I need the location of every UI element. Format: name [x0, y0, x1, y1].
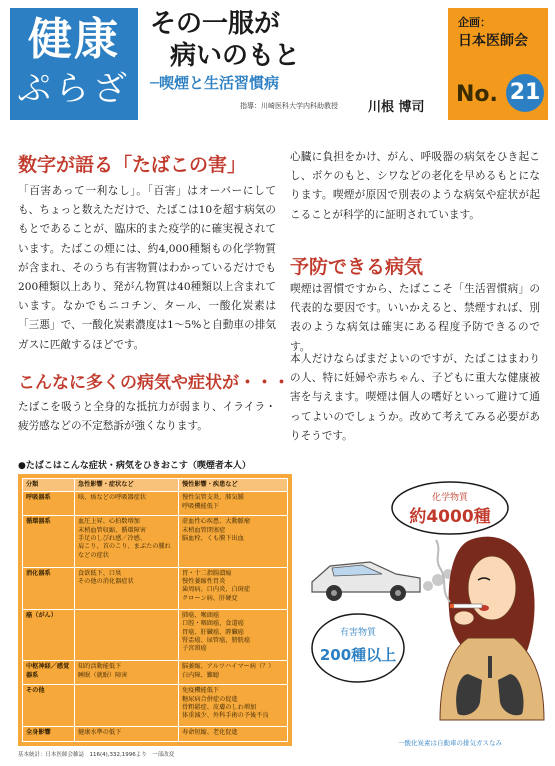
table-cell-category: 全身影響 [23, 727, 75, 742]
table-cell-acute: 健康水準の低下 [75, 727, 179, 742]
table-cell-chronic: 脳萎縮、アルツハイマー病（？） 白内障、難聴 [179, 661, 288, 685]
table-cell-category: 循環器系 [23, 516, 75, 567]
table-row [23, 661, 288, 685]
series-logo [10, 8, 138, 120]
issue-no-label: No. [456, 82, 498, 107]
table-caption: ●たばこはこんな症状・病気をひきおこす（喫煙者本人） [18, 461, 251, 471]
smoking-woman-figure [436, 537, 544, 720]
issue-number: 21 [506, 74, 544, 112]
title-line-2: 病いのもと [170, 41, 301, 71]
table-source-note: 基本統計：日本医師会雑誌 116(4),332,1996より 一部改変 [18, 752, 175, 758]
table-row [23, 685, 288, 727]
table-cell-chronic: 慢性気管支炎、肺気腫 呼吸機能低下 [179, 492, 288, 516]
table-cell-category: 消化器系 [23, 567, 75, 609]
table-cell-chronic: 肺癌、喉頭癌 口腔・咽頭癌、食道癌 胃癌、肝臓癌、膵臓癌 腎盂癌、尿管癌、膀胱癌 子宮頸癌 [179, 609, 288, 660]
paragraph-diseases: たばこを吸うと全身的な抵抗力が弱まり、イライラ・疲労感などの不定愁訴が強くなります。 [18, 401, 276, 433]
table-row [23, 727, 288, 742]
article-subtitle: ─喫煙と生活習慣病 [150, 74, 280, 92]
author-name: 川根 博司 [368, 100, 425, 115]
paragraph-heart: 心臓に負担をかけ、がん、呼吸器の病気をひき起こし、ボケのもと、シワなどの老化を早めるもとになります。喫煙が原因で別表のような病気や症状が起こることが科学的に証明されています。 [290, 151, 540, 221]
table-cell-acute: 咳、痰などの呼吸器症状 [75, 492, 179, 516]
bubble-chemicals-small: 化学物質 [431, 493, 469, 503]
table-header-chronic: 慢性影響・疾患など [179, 479, 288, 492]
bubble-harmful-big: 200種以上 [319, 646, 397, 664]
paragraph-prevention: 喫煙は習慣ですから、たばここそ「生活習慣病」の代表的な要因です。いいかえると、禁煙すれば、別表のような病気は確実にある程度予防できるのです。 [290, 283, 540, 353]
table-cell-acute: 血圧上昇、心拍数増加 末梢血管収縮、循環障害 手足のしびれ感／冷感、 肩こり、首のこり、まぶたの腫れなどの症状 [75, 516, 179, 567]
table-cell-chronic: 寿命短縮、老化促進 [179, 727, 288, 742]
table-cell-category: 中枢神経／感覚器系 [23, 661, 75, 685]
table-row [23, 609, 288, 660]
table-row [23, 516, 288, 567]
table-cell-category: その他 [23, 685, 75, 727]
table-cell-chronic: 免疫機能低下 糖尿病合併症の促進 骨粗鬆症、皮膚のしわ増加 体重減少、外科手術の予後不良 [179, 685, 288, 727]
exhaust-smoke-icon [423, 569, 453, 591]
section-heading-diseases: こんなに多くの病気や症状が・・・ [18, 373, 290, 393]
table-cell-category: 呼吸器系 [23, 492, 75, 516]
table-header-acute: 急性影響・症状など [75, 479, 179, 492]
paragraph-harm: 「百害あって一利なし」。「百害」はオーバーにしても、ちょっと数えただけで、たばこは10を超す病気のもとであることが、臨床的また疫学的に確実視されています。たばこの煙には、約4,000種類もの化学物質が含まれ、そのうち有害物質はわかっているだけでも200種類以上あり、発がん物質は40種類以上含まれています。なかでもニコチン、タール、一酸化炭素は「三悪」で、一酸化炭素濃度は1〜5%と自動車の排気ガスに匹敵するほどです。 [18, 185, 276, 351]
table-row [23, 492, 288, 516]
table-cell-chronic: 虚血性心疾患、大動脈瘤 末梢血管閉塞症 脳血栓、くも膜下出血 [179, 516, 288, 567]
smoking-illustration [300, 470, 550, 740]
car-icon [312, 562, 420, 601]
author-credit [150, 96, 445, 114]
table-cell-acute [75, 685, 179, 727]
disease-table [18, 474, 292, 746]
bubble-chemicals-big: 約4000種 [409, 507, 491, 527]
table-cell-acute [75, 609, 179, 660]
section-heading-harm: 数字が語る「たばこの害」 [18, 154, 247, 176]
logo-kanji: 健康 [28, 14, 120, 65]
table-header-category: 分類 [23, 479, 75, 492]
table-row [23, 567, 288, 609]
plan-badge [448, 8, 548, 120]
bubble-harmful-small: 有害物質 [339, 628, 377, 638]
table-cell-acute: 知的活動能低下 睡眠（就眠）障害 [75, 661, 179, 685]
section-heading-prevention: 予防できる病気 [290, 256, 424, 278]
table-cell-category: 癌（がん） [23, 609, 75, 660]
author-role: 指導：川崎医科大学内科助教授 [240, 102, 338, 110]
logo-kana: ぷらざ [17, 69, 131, 109]
table-cell-chronic: 胃・十二指腸潰瘍 慢性萎縮性胃炎 歯周病、口内炎、白斑症 クローン病、肝硬変 [179, 567, 288, 609]
title-line-1: その一服が [150, 9, 281, 39]
illustration-caption: 一酸化炭素は自動車の排気ガスなみ [398, 739, 502, 747]
paragraph-others: 本人だけならばまだよいのですが、たばこはまわりの人、特に妊婦や赤ちゃん、子どもに重大な健康被害を与えます。喫煙は個人の嗜好といって避けて通ってよいのでしょうか。改めて考えてみる必要がありそうです。 [290, 353, 540, 442]
table-cell-acute: 食欲低下、口臭 その他の消化器症状 [75, 567, 179, 609]
plan-label: 企画： [458, 16, 491, 29]
plan-organization: 日本医師会 [458, 33, 528, 49]
